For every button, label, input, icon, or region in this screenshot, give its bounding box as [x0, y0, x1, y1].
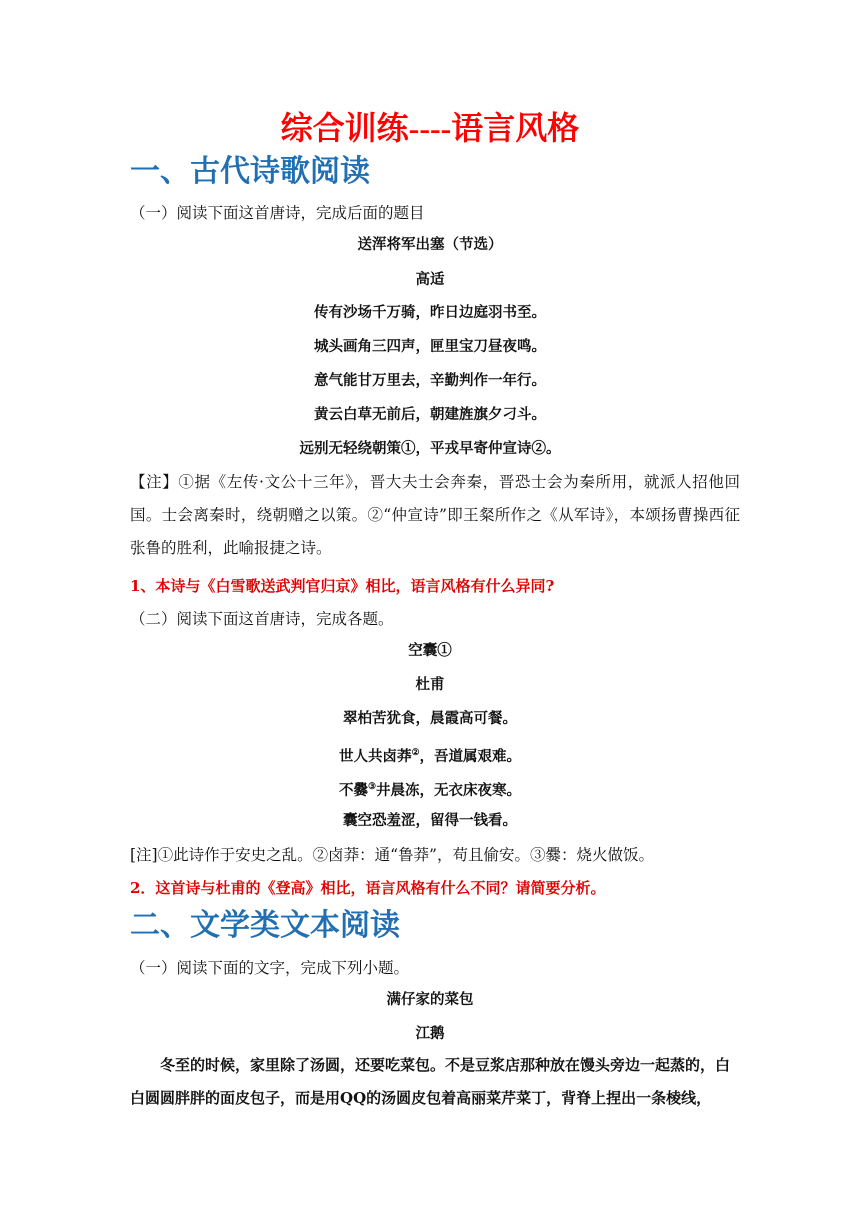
poem2-line2-end: ，吾道属艰难。 [419, 747, 522, 765]
poem1-title: 送浑将军出塞（节选） [357, 236, 503, 253]
poem2-line [0, 777, 860, 801]
poem1-author: 高适 [415, 271, 445, 288]
footnote-marker: ③ [367, 782, 377, 792]
poem2-line [0, 743, 860, 767]
poem2-line3-end: 井晨冻，无衣床夜寒。 [376, 781, 522, 799]
poem1-line: 黄云白草无前后，朝建旌旗夕刁斗。 [314, 406, 546, 423]
poem1-line: 远别无轻绕朝策①，平戎早寄仲宣诗②。 [299, 440, 561, 457]
article-body: 冬至的时候，家里除了汤圆，还要吃菜包。不是豆浆店那种放在馒头旁边一起蒸的，白白圆圆胖胖的面皮包子，而是用QQ的汤圆皮包着高丽菜芹菜丁，背脊上捏出一条棱线， [130, 1056, 731, 1107]
part1-intro: （一）阅读下面这首唐诗，完成后面的题目 [130, 204, 425, 222]
poem2-line: 翠柏苦犹食，晨霞高可餐。 [343, 710, 517, 727]
section-heading-poetry: 一、古代诗歌阅读 [130, 154, 370, 189]
question-1: 1、本诗与《白雪歌送武判官归京》相比，语言风格有什么异同? [130, 577, 555, 595]
article-author: 江鹅 [415, 1025, 445, 1042]
question-2: 2．这首诗与杜甫的《登高》相比，语言风格有什么不同？请简要分析。 [130, 879, 606, 897]
poem2-author: 杜甫 [415, 676, 445, 693]
poem1-line: 城头画角三四声，匣里宝刀昼夜鸣。 [314, 338, 546, 355]
poem1-line: 传有沙场千万骑，昨日边庭羽书至。 [314, 304, 546, 321]
poem2-title: 空囊① [408, 642, 452, 659]
part2-intro: （二）阅读下面这首唐诗，完成各题。 [130, 610, 394, 628]
poem1-note: 【注】①据《左传·文公十三年》，晋大夫士会奔秦，晋恐士会为秦所用，就派人招他回国。士会离秦时，绕朝赠之以策。②“仲宣诗”即王粲所作之《从军诗》，本颂扬曹操西征张鲁的胜利，此喻报捷之诗。 [130, 473, 740, 557]
article-title: 满仔家的菜包 [386, 991, 474, 1008]
poem2-line: 囊空恐羞涩，留得一钱看。 [343, 812, 517, 829]
page-title: 综合训练----语言风格 [280, 110, 580, 146]
part3-intro: （一）阅读下面的文字，完成下列小题。 [130, 959, 410, 977]
poem2-note: [注]①此诗作于安史之乱。②卤莽：通“鲁莽”，苟且偷安。③爨：烧火做饭。 [130, 846, 654, 864]
poem1-line: 意气能甘万里去，辛勤判作一年行。 [314, 372, 546, 389]
poem2-line2-start: 世人共卤莽 [338, 747, 412, 765]
footnote-marker: ② [411, 748, 420, 758]
poem2-line3-start: 不爨 [338, 781, 368, 799]
section-heading-literature: 二、文学类文本阅读 [130, 908, 400, 943]
